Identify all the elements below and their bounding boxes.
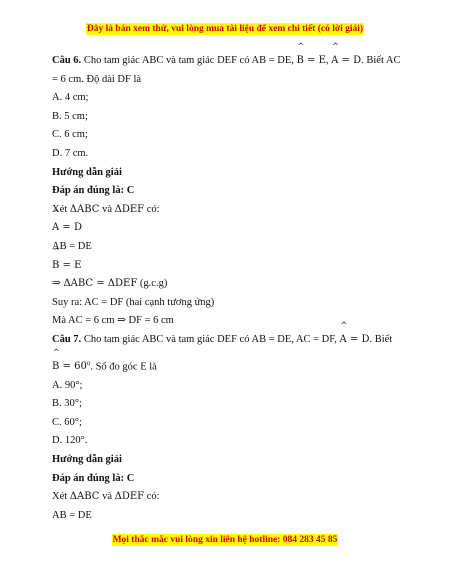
- q6-text-a: Cho tam giác ABC và tam giác DEF có AB = DE,: [81, 55, 297, 66]
- q7-line-1: [52, 331, 402, 350]
- q7-consider: [52, 488, 402, 507]
- q6-final: Mà AC = 6 cm ⇒ DF = 6 cm: [52, 315, 174, 327]
- q6-xet: Xét: [52, 203, 68, 215]
- q6-label: Câu 6.: [52, 55, 82, 66]
- q6-suyra: Suy ra: AC = DF (hai cạnh tương ứng): [52, 296, 215, 308]
- q6-expr-angle-b-e: ^ B = E: [297, 52, 326, 71]
- q6-option-c: C. 6 cm;: [52, 129, 88, 141]
- q7-expr-angle-b: ^ B = 60: [52, 358, 87, 377]
- q6-triangle-def: ΔDEF: [114, 203, 145, 215]
- q6-step-1: [52, 219, 402, 238]
- q6-conclusion: [52, 275, 402, 294]
- document-body: [52, 52, 402, 525]
- q6-expr-angle-a-d: ^ A = D: [331, 52, 361, 71]
- implies-icon: ⇒: [52, 278, 61, 290]
- q7-va: và: [102, 491, 112, 503]
- q7-option-c: C. 60°;: [52, 416, 82, 428]
- q6-co: có:: [146, 203, 160, 215]
- q7-option-b: B. 30°;: [52, 398, 82, 410]
- q7-text-c: . Số đo góc E là: [90, 361, 157, 372]
- q7-expr-angle-a-d: ^ A = D: [340, 331, 370, 350]
- q7-xet: Xét: [52, 491, 68, 503]
- q7-step-1: AB = DE: [52, 509, 92, 521]
- q6-consider: [52, 201, 402, 220]
- q7-guide-heading: Hướng dẫn giải: [52, 453, 122, 465]
- q6-line-1: [52, 52, 402, 71]
- q7-option-a: A. 90°;: [52, 379, 83, 391]
- q6-triangle-abc: ΔABC: [69, 203, 100, 215]
- q7-triangle-abc: ΔABC: [69, 491, 100, 503]
- q6-guide-heading: Hướng dẫn giải: [52, 166, 122, 178]
- q6-gcg: (g.c.g): [139, 278, 168, 290]
- q6-option-b: B. 5 cm;: [52, 110, 88, 122]
- hotline-banner: Mọi thắc mắc vui lòng xin liên hệ hotline: 084 283 45 85: [112, 535, 338, 545]
- q6-answer: Đáp án đúng là: C: [52, 185, 135, 197]
- q6-line-2: = 6 cm. Độ dài DF là: [52, 73, 142, 85]
- q6-sep: ,: [325, 55, 332, 66]
- q6-congruence: ΔABC = ΔDEF: [63, 278, 138, 290]
- q7-triangle-def: ΔDEF: [114, 491, 145, 503]
- q7-answer: Đáp án đúng là: C: [52, 472, 135, 484]
- preview-banner: Đây là bản xem thử, vui lòng mua tài liệu để xem chi tiết (có lời giải): [86, 24, 364, 34]
- q6-text-b: . Biết AC: [361, 55, 401, 66]
- q6-step-3: [52, 257, 402, 276]
- q7-degree: o: [86, 358, 91, 367]
- q6-option-a: A. 4 cm;: [52, 92, 89, 104]
- q6-option-d: D. 7 cm.: [52, 147, 89, 159]
- q7-option-d: D. 120°.: [52, 435, 88, 447]
- q6-step-1-expr: ^ A = D: [52, 219, 82, 238]
- q7-line-2: [52, 354, 402, 377]
- q6-step-2: AB = DE: [52, 240, 92, 252]
- q7-co: có:: [146, 491, 160, 503]
- q6-va: và: [102, 203, 112, 215]
- q6-step-3-expr: ^ B = E: [52, 257, 81, 276]
- q7-text-a: Cho tam giác ABC và tam giác DEF có AB = DE, AC = DF,: [81, 333, 340, 345]
- q7-label: Câu 7.: [52, 333, 82, 345]
- q7-text-b: . Biết: [369, 333, 393, 345]
